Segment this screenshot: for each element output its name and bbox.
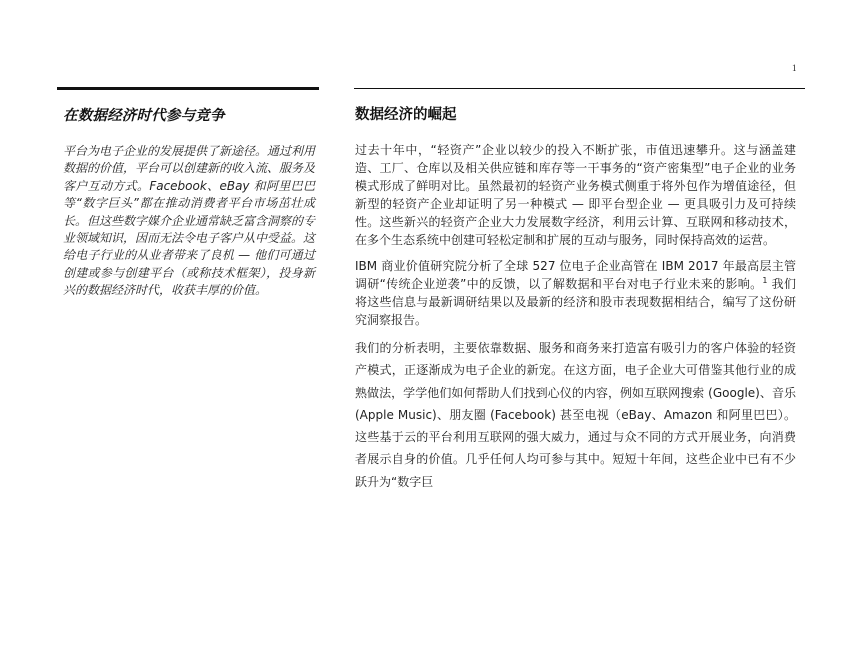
section-heading: 数据经济的崛起 [355, 107, 457, 123]
page-number: 1 [792, 63, 797, 73]
main-column [354, 87, 805, 501]
paragraph-2-text: IBM 商业价值研究院分析了全球 527 位电子企业高管在 IBM 2017 年最高层主管调研“传统企业逆袭”中的反馈，以了解数据和平台对电子行业未来的影响。 [355, 259, 796, 291]
paragraph-2 [355, 257, 796, 329]
footnote-reference[interactable]: 1 [762, 276, 768, 285]
left-heading-rule [57, 87, 319, 90]
section-body [355, 141, 796, 493]
paragraph-2-continuation: 我们将这些信息与最新调研结果以及最新的经济和股市表现数据相结合，编写了这份研究洞察报告。 [355, 277, 796, 327]
sidebar-column [57, 87, 319, 300]
sidebar-summary-text: 平台为电子企业的发展提供了新途径。通过利用数据的价值，平台可以创建新的收入流、服务及客户互动方式。Facebook、eBay 和阿里巴巴等“数字巨头”都在推动消费者平台市场茁壮成长。但这些数字媒介企业通常缺乏富含洞察的专业领域知识，因而无法令电子客户从中受益。这给电子行业的从业者带来了良机 — 他们可通过创建或参与创建平台（或称技术框架），投身新兴的数据经济时代，收获丰厚的价值。 [63, 144, 316, 298]
paragraph-3: 我们的分析表明，主要依靠数据、服务和商务来打造富有吸引力的客户体验的轻资产模式，正逐渐成为电子企业的新宠。在这方面，电子企业大可借鉴其他行业的成熟做法，学学他们如何帮助人们找到心仪的内容，例如互联网搜索 (Google)、音乐 (Apple Music)、朋友圈 (Facebook) 甚至电视（eBay、Amazon 和阿里巴巴）。这些基于云的平台利用互联网的强大威力，通过与众不同的方式开展业务，向消费者展示自身的价值。几乎任何人均可参与其中。短短十年间，这些企业中已有不少跃升为“数字巨 [355, 341, 796, 489]
sidebar-heading: 在数据经济时代参与竞争 [63, 108, 225, 124]
right-heading-rule [354, 88, 805, 89]
paragraph-1: 过去十年中，“轻资产”企业以较少的投入不断扩张，市值迅速攀升。这与涵盖建造、工厂、仓库以及相关供应链和库存等一干事务的“资产密集型”电子企业的业务模式形成了鲜明对比。虽然最初的轻资产业务模式侧重于将外包作为增值途径，但新型的轻资产企业却证明了另一种模式 — 即平台型企业 — 更具吸引力及可持续性。这些新兴的轻资产企业大力发展数字经济，利用云计算、互联网和移动技术，在多个生态系统中创建可轻松定制和扩展的互动与服务，同时保持高效的运营。 [355, 143, 796, 247]
